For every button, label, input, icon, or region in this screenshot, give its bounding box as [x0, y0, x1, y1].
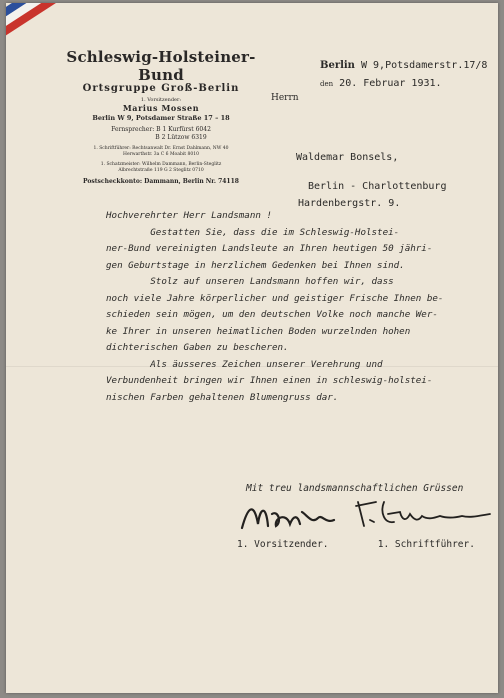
place-city: Berlin	[320, 60, 355, 71]
treasurer-block	[46, 162, 276, 174]
p2-line: noch viele Jahre körperlicher und geistiger Frische Ihnen be-	[106, 292, 444, 304]
p2-line: dichterischen Gaben zu bescheren.	[106, 342, 289, 353]
phone-block	[46, 126, 276, 142]
date-prefix: den	[320, 80, 334, 88]
p1-line: Gestatten Sie, dass die im Schleswig-Holstei-	[106, 226, 400, 238]
date-line	[320, 78, 442, 89]
postcheck-account: Postscheckkonto: Dammann, Berlin Nr. 74118	[83, 178, 239, 185]
phone-1: Fernsprecher: B 1 Kurfürst 6042	[111, 126, 211, 133]
signature-roles	[237, 539, 475, 550]
salutation: Hochverehrter Herr Landsmann !	[106, 210, 272, 221]
secretary-block	[46, 146, 276, 158]
paragraph-3	[106, 357, 486, 407]
p3-line: Als äusseres Zeichen unserer Verehrung und	[106, 358, 383, 370]
role-chairman: 1. Vorsitzender.	[237, 539, 329, 550]
letter-body	[106, 208, 486, 406]
closing-greeting: Mit treu landsmannschaftlichen Grüssen	[246, 483, 464, 494]
p2-line: ke Ihrer in unseren heimatlichen Boden wurzelnden hohen	[106, 325, 411, 337]
secretary-line-2: Herwarthstr. 3a C 6 Moabit 8010	[123, 152, 199, 157]
letter-sheet	[6, 3, 498, 693]
p1-line: ner-Bund vereinigten Landsleute an Ihren heutigen 50 jähri-	[106, 243, 433, 254]
signature-chairman	[238, 498, 348, 534]
recipient-name: Waldemar Bonsels,	[296, 152, 399, 163]
p2-line: Stolz auf unseren Landsmann hoffen wir, dass	[106, 276, 394, 287]
chair-address: Berlin W 9, Potsdamer Straße 17 – 18	[92, 114, 230, 122]
signature-secretary	[354, 496, 494, 532]
recipient-city: Berlin - Charlottenburg	[308, 181, 447, 192]
place-line	[320, 60, 487, 71]
treasurer-line-2: Albrechtstraße 119 G 2 Steglitz 0710	[118, 168, 204, 173]
place-address: W 9,Potsdamerstr.17/8	[360, 60, 488, 71]
paragraph-1	[106, 225, 486, 275]
p2-line: schieden sein mögen, um den deutschen Volke noch manche Wer-	[106, 309, 438, 320]
letter-date: 20. Februar 1931.	[339, 78, 442, 89]
herr-label: Herrn	[271, 93, 299, 103]
chair-label: 1. Vorsitzender:	[140, 97, 182, 103]
p3-line: Verbundenheit bringen wir Ihnen einen in schleswig-holstei-	[106, 375, 433, 386]
org-name: Schleswig-Holsteiner-Bund	[66, 48, 256, 84]
paragraph-2	[106, 274, 486, 357]
secretary-line: 1. Schriftführer: Rechtsanwalt Dr. Ernst Dahlmann, NW 40	[93, 146, 229, 151]
treasurer-line: 1. Schatzmeister: Wilhelm Dammann, Berlin-Steglitz	[100, 162, 222, 167]
chair-name: Marius Mossen	[122, 103, 200, 113]
p1-line: gen Geburtstage in herzlichem Gedenken bei Ihnen sind.	[106, 259, 405, 271]
recipient-address	[296, 149, 446, 212]
phone-2: B 2 Lützow 6319	[155, 134, 207, 141]
role-secretary: 1. Schriftführer.	[377, 539, 475, 550]
recipient-street: Hardenbergstr. 9.	[298, 198, 401, 209]
p3-line: nischen Farben gehaltenen Blumengruss dar.	[106, 391, 339, 403]
letterhead	[46, 48, 276, 185]
org-group: Ortsgruppe Groß-Berlin	[82, 83, 240, 94]
